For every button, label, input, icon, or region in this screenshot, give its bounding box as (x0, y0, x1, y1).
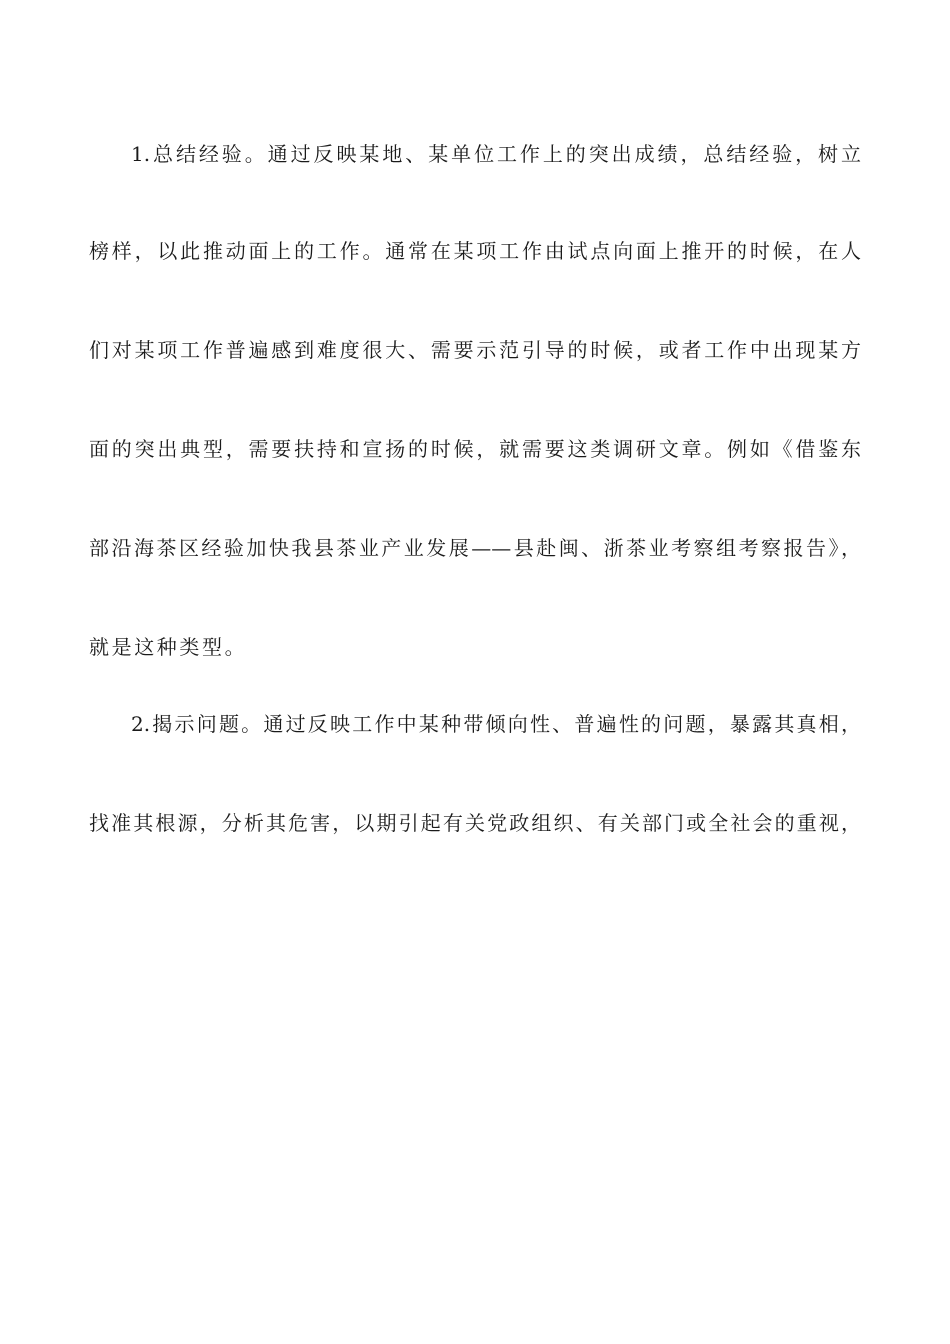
paragraph-2-line-2: 找准其根源，分析其危害，以期引起有关党政组织、有关部门或全社会的重视， (89, 811, 861, 835)
paragraph-1-line-5: 部沿海茶区经验加快我县茶业产业发展——县赴闽、浙茶业考察组考察报告》， (89, 536, 861, 560)
paragraph-1-line-4: 面的突出典型，需要扶持和宣扬的时候，就需要这类调研文章。例如《借鉴东 (89, 437, 861, 461)
paragraph-1-line-6: 就是这种类型。 (89, 635, 248, 659)
paragraph-1-line-2: 榜样，以此推动面上的工作。通常在某项工作由试点向面上推开的时候，在人 (89, 239, 861, 263)
paragraph-1-line-3: 们对某项工作普遍感到难度很大、需要示范引导的时候，或者工作中出现某方 (89, 338, 861, 362)
paragraph-1-line-1: 1.总结经验。通过反映某地、某单位工作上的突出成绩，总结经验，树立 (131, 142, 861, 166)
paragraph-2-line-1: 2.揭示问题。通过反映工作中某种带倾向性、普遍性的问题，暴露其真相， (131, 712, 861, 736)
